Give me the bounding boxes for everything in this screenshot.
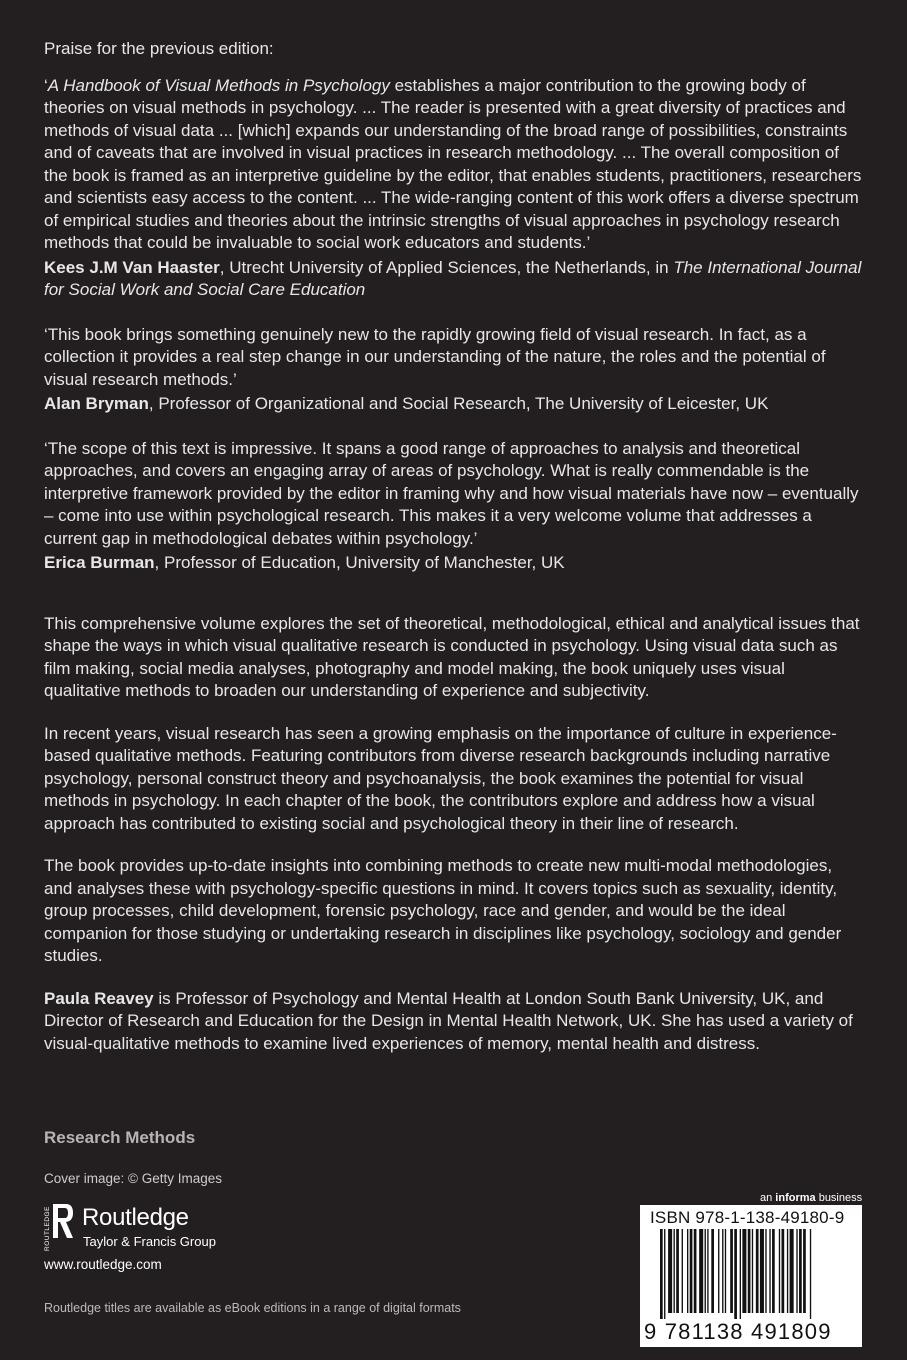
barcode-bar: [660, 1229, 663, 1319]
publisher-name: Routledge: [82, 1204, 189, 1231]
barcode-bar: [687, 1229, 688, 1313]
barcode-bar: [782, 1229, 785, 1313]
barcode-bar: [796, 1229, 797, 1313]
back-cover-text: [44, 38, 864, 1075]
publisher-logo: [40, 1202, 240, 1252]
reviewer-name: Alan Bryman: [44, 394, 149, 413]
barcode-bar: [765, 1229, 766, 1313]
description-paragraph-2: In recent years, visual research has seen a growing emphasis on the importance of culture in experience-based qualitative methods. Featuring contributors from diverse research backgrounds including narrative psychology, personal construct theory and psychoanalysis, the book examines the potential for visual methods in psychology. In each chapter of the book, the contributors explore and address how a visual approach has contributed to existing social and psychological theory in their line of research.: [44, 723, 837, 833]
barcode-bar: [664, 1229, 665, 1319]
barcode-bar: [694, 1229, 697, 1313]
barcode-bar: [803, 1229, 806, 1313]
quote-3: ‘The scope of this text is impressive. It spans a good range of approaches to analysis and theoretical approaches, and covers an engaging array of areas of psychology. What is really commendable is the interpretive framework provided by the editor in framing why and how visual materials have now – eventually – come into use within psychological research. This makes it a very welcome volume that addresses a current gap in methodological debates within psychology.’: [44, 438, 859, 548]
barcode-bar: [772, 1229, 775, 1313]
cover-credit: Cover image: © Getty Images: [44, 1171, 223, 1186]
series-label: Research Methods: [44, 1128, 196, 1147]
barcode-bar: [787, 1229, 788, 1313]
isbn-number: ISBN 978-1-138-49180-9: [650, 1208, 845, 1227]
publisher-url: www.routledge.com: [44, 1257, 162, 1272]
quote-1-attribution: Kees J.M Van Haaster, Utrecht University of Applied Sciences, the Netherlands, in The International Journal for Social Work and Social Care Education: [44, 257, 862, 299]
barcode-bar: [722, 1229, 723, 1313]
barcode-bar: [711, 1229, 714, 1313]
quote-1: ‘A Handbook of Visual Methods in Psychology establishes a major contribution to the growing body of theories on visual methods in psychology. ... The reader is presented with a great diversity of practices and methods of visual data ... [which] expands our understanding of the broad range of possibilities, constraints and of caveats that are involved in visual practices in research methodology. ... The overall composition of the book is framed as an interpretive guideline by the editor, that enables students, practitioners, researchers and scientists easy access to the content. ... The wide-ranging content of this work offers a diverse spectrum of empirical studies and theories about the intrinsic strengths of visual approaches in psychology research methods that could be invaluable to social work educators and students.’: [44, 75, 862, 252]
barcode-bar: [707, 1229, 708, 1313]
barcode-bar: [705, 1229, 706, 1313]
quote-2: ‘This book brings something genuinely new to the rapidly growing field of visual research. In fact, as a collection it provides a real step change in our understanding of the nature, the roles and the potential of visual research methods.’: [44, 324, 826, 389]
informa-tagline: an informa business: [760, 1192, 863, 1204]
reviewer-name: Kees J.M Van Haaster: [44, 257, 220, 277]
barcode-bar: [668, 1229, 672, 1313]
description-paragraph-1: This comprehensive volume explores the set of theoretical, methodological, ethical and analytical issues that shape the ways in which visual qualitative research is conducted in psychology. Using visual data such as film making, social media analyses, photography and model making, the book uniquely uses visual qualitative methods to broaden our understanding of experience and subjectivity.: [44, 613, 860, 700]
barcode-bar: [725, 1229, 726, 1313]
publisher-vertical-text: ROUTLEDGE: [44, 1206, 51, 1251]
ean-number: 9 781138 491809: [644, 1319, 832, 1344]
barcode-bar: [799, 1229, 802, 1313]
reviewer-name: Erica Burman: [44, 553, 155, 572]
barcode-bar: [676, 1229, 679, 1313]
barcode-bar: [742, 1229, 746, 1313]
barcode-bar: [718, 1229, 719, 1313]
author-bio: Paula Reavey is Professor of Psychology and Mental Health at London South Bank University, UK, and Director of Research and Education for the Design in Mental Health Network, UK. She has used a variety of visual-qualitative methods to examine lived experiences of memory, mental health and distress.: [44, 988, 853, 1053]
quote-3-attribution: Erica Burman, Professor of Education, University of Manchester, UK: [44, 553, 565, 572]
barcode-bar: [734, 1229, 737, 1319]
publisher-subtitle: Taylor & Francis Group: [83, 1234, 216, 1249]
barcode-bar: [748, 1229, 751, 1313]
barcode: [640, 1205, 862, 1347]
barcode-bar: [682, 1229, 683, 1313]
ebook-note: Routledge titles are available as eBook editions in a range of digital formats: [44, 1301, 461, 1315]
barcode-bar: [756, 1229, 759, 1313]
barcode-bar: [760, 1229, 764, 1313]
quote-2-attribution: Alan Bryman, Professor of Organizational and Social Research, The University of Leicester, UK: [44, 394, 769, 413]
barcode-bar: [730, 1229, 733, 1313]
journal-title: The International Journal for Social Work and Social Care Education: [44, 257, 862, 299]
routledge-logo-icon: [40, 1202, 74, 1252]
barcode-bar: [699, 1229, 703, 1313]
barcode-bar: [752, 1229, 753, 1313]
barcode-bars: [648, 1229, 854, 1319]
barcode-bar: [690, 1229, 693, 1313]
description-paragraph-3: The book provides up-to-date insights into combining methods to create new multi-modal methodologies, and analyses these with psychology-specific questions in mind. It covers topics such as sexuality, identity, group processes, child development, forensic psychology, race and gender, and would be the ideal companion for those studying or undertaking research in disciplines like psychology, sociology and gender studies.: [44, 856, 842, 965]
barcode-bar: [769, 1229, 770, 1313]
barcode-bar: [790, 1229, 794, 1313]
barcode-bar: [810, 1229, 811, 1319]
praise-heading: Praise for the previous edition:: [44, 39, 274, 58]
book-title: A Handbook of Visual Methods in Psychology: [47, 75, 390, 95]
barcode-bar: [674, 1229, 675, 1313]
author-name: Paula Reavey: [44, 988, 154, 1008]
barcode-bar: [779, 1229, 780, 1313]
barcode-bar: [740, 1229, 741, 1319]
